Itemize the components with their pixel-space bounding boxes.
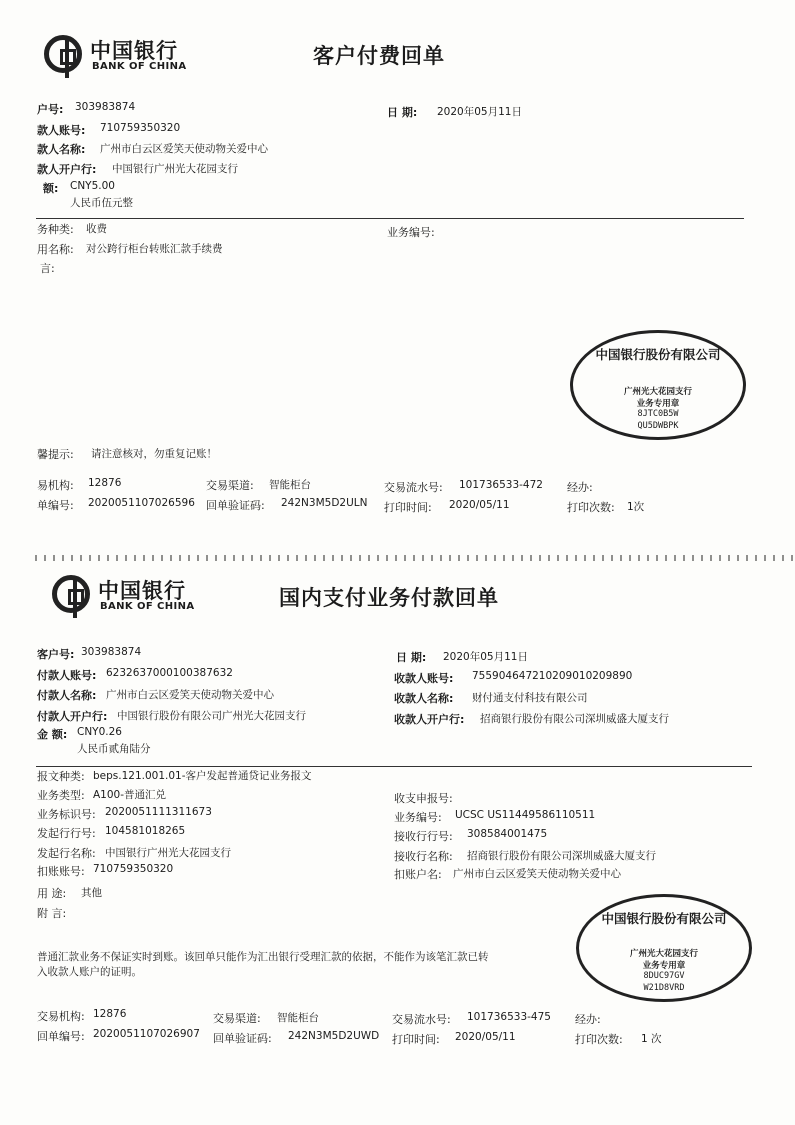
biz-id-value: 2020051111311673 <box>105 806 212 818</box>
channel-label: 交易渠道: <box>213 1012 261 1025</box>
serial-label: 交易流水号: <box>392 1013 451 1026</box>
payer-bank-value: 中国银行广州光大花园支行 <box>112 163 238 175</box>
payer-bank-label: 款人开户行: <box>37 163 97 176</box>
serial-value: 101736533-475 <box>467 1011 551 1023</box>
receipt-no-label: 单编号: <box>37 499 74 512</box>
biz-no-value: UCSC US11449586110511 <box>455 809 596 821</box>
tip-value: 请注意核对，勿重复记账！ <box>91 448 217 460</box>
stamp-purpose-text: 业务专用章 <box>642 961 686 971</box>
divider <box>36 766 752 767</box>
payer-bank-label: 付款人开户行: <box>37 710 108 723</box>
bank-seal-stamp <box>570 330 746 440</box>
recv-bank-name-value: 招商银行股份有限公司深圳威盛大厦支行 <box>467 850 656 862</box>
receipt-no-value: 2020051107026907 <box>93 1028 200 1040</box>
biz-kind-value: A100-普通汇兑 <box>93 789 167 801</box>
date-value: 2020年05月11日 <box>443 651 528 663</box>
send-bank-no-label: 发起行行号: <box>37 827 96 840</box>
channel-value: 智能柜台 <box>269 479 311 491</box>
payer-name-value: 广州市白云区爱笑天使动物关爱中心 <box>106 689 274 701</box>
print-time-label: 打印时间: <box>384 501 432 514</box>
amount-label: 额: <box>43 182 59 195</box>
bank-of-china-emblem-icon <box>44 35 82 73</box>
serial-value: 101736533-472 <box>459 479 543 491</box>
recv-bank-name-label: 接收行名称: <box>394 850 453 863</box>
divider <box>36 218 744 219</box>
print-time-value: 2020/05/11 <box>449 499 510 511</box>
biz-type-label: 务种类: <box>37 223 74 236</box>
stamp-branch-text: 广州光大花园支行 <box>629 949 698 959</box>
stamp-branch-text: 广州光大花园支行 <box>623 387 692 397</box>
notice-line-2: 入收款人账户的证明。 <box>37 966 142 978</box>
amount-value: CNY5.00 <box>70 180 115 192</box>
payee-bank-value: 招商银行股份有限公司深圳威盛大厦支行 <box>480 713 669 725</box>
payee-name-label: 收款人名称: <box>394 692 454 705</box>
print-count-value: 1 次 <box>641 1033 662 1045</box>
amount-in-words: 人民币贰角陆分 <box>77 743 151 755</box>
logo-chinese-text: 中国银行 <box>98 578 186 603</box>
date-label: 日 期: <box>396 651 427 664</box>
payer-account-label: 付款人账号: <box>37 669 97 682</box>
print-time-label: 打印时间: <box>392 1033 440 1046</box>
customer-no-value: 303983874 <box>81 646 142 658</box>
fee-name-value: 对公跨行柜台转账汇款手续费 <box>86 243 223 255</box>
bank-seal-stamp <box>576 894 752 1002</box>
date-label: 日 期: <box>387 106 418 119</box>
receipt-customer-fee <box>0 0 795 540</box>
channel-value: 智能柜台 <box>277 1012 319 1024</box>
recv-bank-no-label: 接收行行号: <box>394 830 453 843</box>
customer-no-value: 303983874 <box>75 101 136 113</box>
print-time-value: 2020/05/11 <box>455 1031 516 1043</box>
channel-label: 交易渠道: <box>206 479 254 492</box>
stamp-purpose-text: 业务专用章 <box>636 399 680 409</box>
print-count-label: 打印次数: <box>575 1033 623 1046</box>
verify-code-label: 回单验证码: <box>206 499 265 512</box>
stamp-code1-text: 8DUC97GV <box>643 971 685 981</box>
org-label: 交易机构: <box>37 1010 85 1023</box>
recv-bank-no-value: 308584001475 <box>467 828 548 840</box>
print-count-value: 1次 <box>627 501 645 513</box>
payer-name-label: 付款人名称: <box>37 689 97 702</box>
payer-account-value: 6232637000100387632 <box>106 667 233 679</box>
send-bank-name-label: 发起行名称: <box>37 847 96 860</box>
org-value: 12876 <box>88 477 122 489</box>
bank-of-china-logo <box>52 575 212 615</box>
org-value: 12876 <box>93 1008 127 1020</box>
send-bank-no-value: 104581018265 <box>105 825 186 837</box>
receipt-domestic-payment <box>0 560 795 1125</box>
logo-chinese-text: 中国银行 <box>90 38 178 63</box>
debit-name-label: 扣账户名: <box>394 868 442 881</box>
payer-account-label: 款人账号: <box>37 124 86 137</box>
payee-account-value: 755904647210209010209890 <box>472 670 633 682</box>
msg-type-value: beps.121.001.01-客户发起普通贷记业务报文 <box>93 770 312 782</box>
payee-name-value: 财付通支付科技有限公司 <box>472 692 588 704</box>
payee-bank-label: 收款人开户行: <box>394 713 465 726</box>
biz-no-label: 业务编号: <box>387 226 435 239</box>
stamp-code1-text: 8JTC0B5W <box>637 409 679 419</box>
amount-value: CNY0.26 <box>77 726 122 738</box>
handler-label: 经办: <box>575 1013 601 1026</box>
stamp-arc-text: 中国银行股份有限公司 <box>601 911 727 926</box>
org-label: 易机构: <box>37 479 74 492</box>
tip-label: 馨提示: <box>37 448 74 461</box>
payer-name-label: 款人名称: <box>37 143 86 156</box>
bank-of-china-emblem-icon <box>52 575 90 613</box>
handler-label: 经办: <box>567 481 593 494</box>
remark-label: 言: <box>40 262 55 275</box>
debit-name-value: 广州市白云区爱笑天使动物关爱中心 <box>453 868 621 880</box>
payer-name-value: 广州市白云区爱笑天使动物关爱中心 <box>100 143 268 155</box>
payer-account-value: 710759350320 <box>100 122 181 134</box>
date-value: 2020年05月11日 <box>437 106 522 118</box>
payee-account-label: 收款人账号: <box>394 672 454 685</box>
customer-no-label: 户号: <box>37 103 64 116</box>
logo-english-text: BANK OF CHINA <box>100 601 195 612</box>
remark-label: 附 言: <box>37 907 67 920</box>
purpose-value: 其他 <box>81 887 102 899</box>
notice-line-1: 普通汇款业务不保证实时到账。该回单只能作为汇出银行受理汇款的依据，不能作为该笔汇款已转 <box>37 951 489 963</box>
biz-type-value: 收费 <box>86 223 107 235</box>
biz-kind-label: 业务类型: <box>37 789 85 802</box>
receipt-no-label: 回单编号: <box>37 1030 85 1043</box>
biz-id-label: 业务标识号: <box>37 808 96 821</box>
stamp-code2-text: QU5DWBPK <box>637 421 679 431</box>
customer-no-label: 客户号: <box>37 648 75 661</box>
biz-no-label: 业务编号: <box>394 811 442 824</box>
purpose-label: 用 途: <box>37 887 67 900</box>
serial-label: 交易流水号: <box>384 481 443 494</box>
receipt-title: 客户付费回单 <box>313 44 445 68</box>
print-count-label: 打印次数: <box>567 501 615 514</box>
debit-account-label: 扣账账号: <box>37 865 85 878</box>
verify-code-value: 242N3M5D2ULN <box>281 497 368 509</box>
debit-account-value: 710759350320 <box>93 863 174 875</box>
verify-code-label: 回单验证码: <box>213 1032 272 1045</box>
stamp-code2-text: W21D8VRD <box>643 983 685 993</box>
pay-ref-label: 收支申报号: <box>394 792 453 805</box>
amount-in-words: 人民币伍元整 <box>70 197 133 209</box>
send-bank-name-value: 中国银行广州光大花园支行 <box>105 847 231 859</box>
payer-bank-value: 中国银行股份有限公司广州光大花园支行 <box>117 710 306 722</box>
receipt-title: 国内支付业务付款回单 <box>279 586 499 610</box>
msg-type-label: 报文种类: <box>37 770 85 783</box>
logo-english-text: BANK OF CHINA <box>92 61 187 72</box>
verify-code-value: 242N3M5D2UWD <box>288 1030 380 1042</box>
amount-label: 金 额: <box>37 728 68 741</box>
fee-name-label: 用名称: <box>37 243 74 256</box>
stamp-arc-text: 中国银行股份有限公司 <box>595 347 721 362</box>
bank-of-china-logo <box>44 35 204 75</box>
receipt-no-value: 2020051107026596 <box>88 497 195 509</box>
